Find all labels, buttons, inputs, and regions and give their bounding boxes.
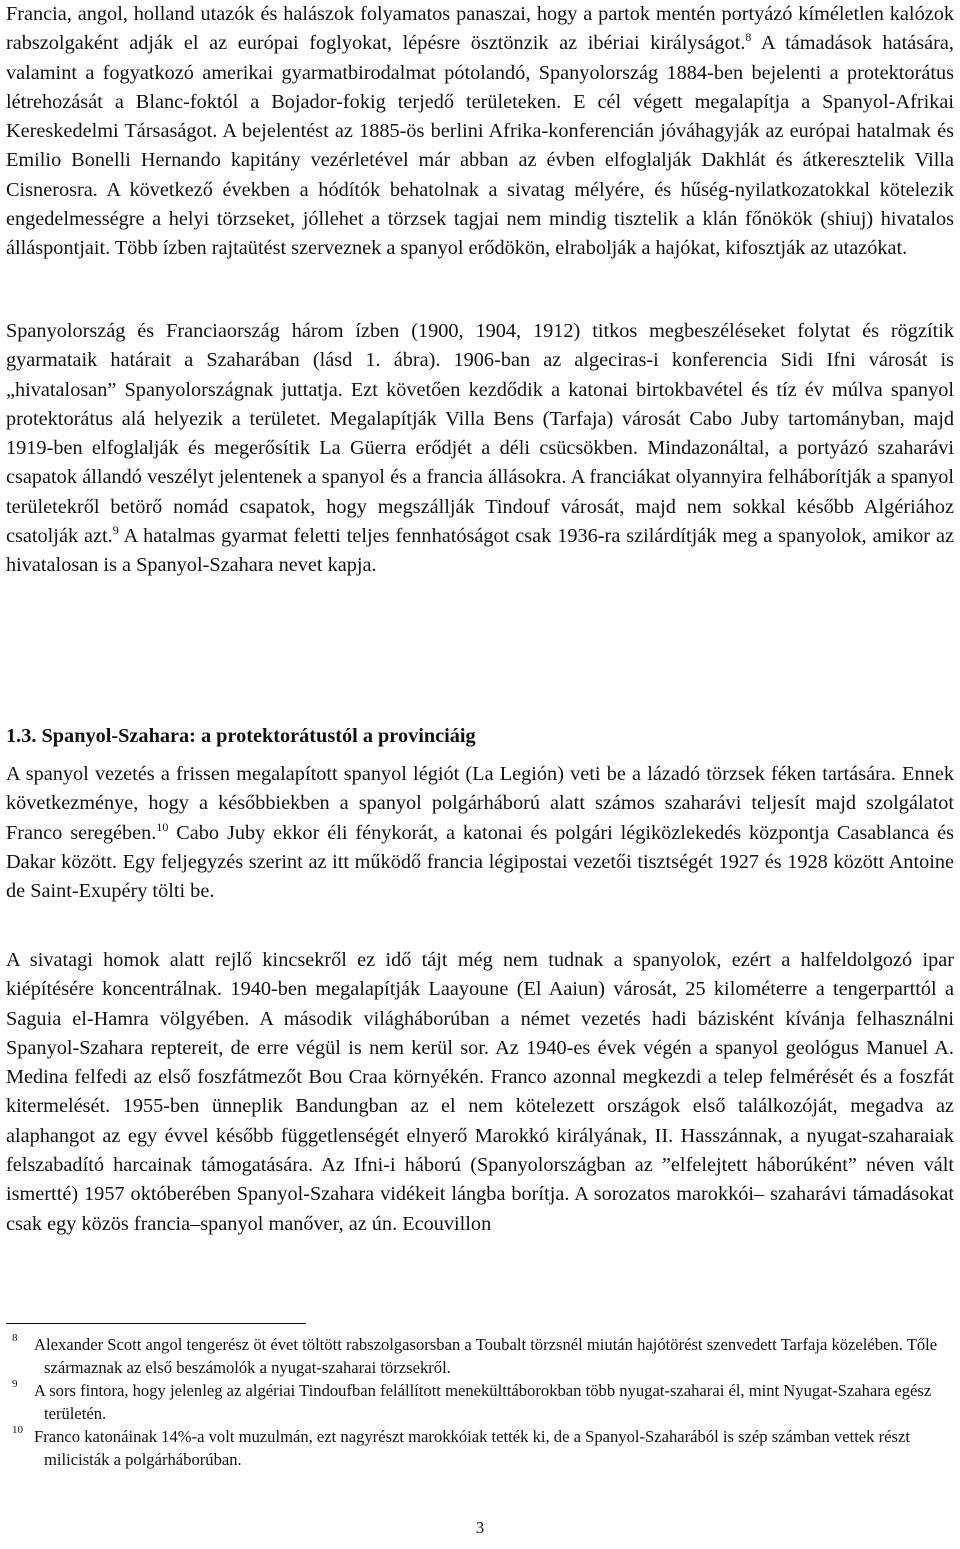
- footnote-8: [6, 1334, 954, 1379]
- footnote-text: A sors fintora, hogy jelenleg az algériai Tindoufban felállított menekülttáborokban több nyugat-szaharai él, mint Nyugat-Szahara egész területén.: [34, 1381, 932, 1423]
- footnote-text: Alexander Scott angol tengerész öt évet töltött rabszolgasorsban a Toubalt törzsnél miután hajótörést szenvedett Tarfaja közelében. Tőle származnak az első beszámolók a nyugat-szaharai törzsekről.: [34, 1335, 938, 1377]
- paragraph-borders: [6, 317, 954, 581]
- paragraph-colonization: [6, 0, 954, 264]
- footnote-ref-10[interactable]: 10: [156, 819, 169, 834]
- paragraph-text: Spanyolország és Franciaország három ízben (1900, 1904, 1912) titkos megbeszéléseket folytat és rögzítik gyarmataik határait a Szaharában (lásd 1. ábra). 1906-ban az algeciras-i konferencia Sidi Ifni városát is „hivatalosan” Spanyolországnak juttatja. Ezt követően kezdődik a katonai birtokbavétel és tíz év múlva spanyol protektorátus alá helyezik a területet. Megalapítják Villa Bens (Tarfaja) városát Cabo Juby tartományban, majd 1919-ben elfoglalják és megerősítik La Güerra erődjét a déli csücsökben. Mindazonáltal, a portyázó szaharávi csapatok állandó veszélyt jelentenek a spanyol és a francia állásokra. A franciákat olyannyira felháborítják a spanyol területekről betörő nomád csapatok, hogy megszállják Tindouf városát, majd nem sokkal később Algériához csatolják azt.: [6, 320, 954, 548]
- paragraph-resources: A sivatagi homok alatt rejlő kincsekről ez idő tájt még nem tudnak a spanyolok, ezért a halfeldolgozó ipar kiépítésére koncentrálnak. 1940-ben megalapítják Laayoune (El Aaiun) városát, 25 kilométerre a tengerparttól a Saguia el-Hamra völgyében. A második világháborúban a német vezetés hadi bázisként kívánja felhasználni Spanyol-Szahara reptereit, de erre végül is nem kerül sor. Az 1940-es évek végén a spanyol geológus Manuel A. Medina felfedi az első foszfátmezőt Bou Craa környékén. Franco azonnal megkezdi a telep felmérését és a foszfát kitermelését. 1955-ben ünneplik Bandungban az el nem kötelezett országok első találkozóját, megadva az alaphangot az egy évvel később függetlenségét elnyerő Marokkó királyának, II. Hasszánnak, a nyugat-szaharaiak felszabadító harcainak támogatására. Az Ifni-i háború (Spanyolországban az ”elfelejtett háborúként” néven vált ismertté) 1957 októberében Spanyol-Szahara vidékeit lángba borítja. A sorozatos marokkói– szaharávi támadásokat csak egy közös francia–spanyol manőver, az ún. Ecouvillon: [6, 949, 954, 1235]
- footnote-ref-9[interactable]: 9: [112, 523, 119, 538]
- footnotes: [6, 1334, 954, 1472]
- paragraph-legion: [6, 760, 954, 906]
- footnote-number: 9: [12, 1378, 18, 1390]
- page-number: 3: [475, 1518, 485, 1537]
- footnote-9: [6, 1380, 954, 1425]
- paragraph-text: A támadások hatására, valamint a fogyatkozó amerikai gyarmatbirodalmat pótolandó, Spanyolország 1884-ben bejelenti a protektorátus létrehozását a Blanc-foktól a Bojador-fokig terjedő területeken. E cél végett megalapítja a Spanyol-Afrikai Kereskedelmi Társaságot. A bejelentést az 1885-ös berlini Afrika-konferencián jóváhagyják az európai hatalmak és Emilio Bonelli Hernando kapitány vezérletével már abban az évben elfoglalják Dakhlát és átkeresztelik Villa Cisnerosra. A következő években a hódítók behatolnak a sivatag mélyére, és hűség-nyilatkozatokkal kötelezik engedelmességre a helyi törzseket, jóllehet a törzsek tagjai nem mindig tisztelik a klán főnökök (shiuj) hivatalos álláspontjait. Több ízben rajtaütést szerveznek a spanyol erődökön, elrabolják a hajókat, kifosztják az utazókat.: [6, 32, 954, 260]
- paragraph-text: Francia, angol, holland utazók és halászok folyamatos panaszai, hogy a partok mentén portyázó kíméletlen kalózok rabszolgaként adják el az európai foglyokat, lépésre ösztönzik az ibériai királyságot.: [6, 3, 954, 55]
- footnote-text: Franco katonáinak 14%-a volt muzulmán, ezt nagyrészt marokkóiak tették ki, de a Spanyol-Szaharából is szép számban vettek részt milicisták a polgárháborúban.: [34, 1427, 910, 1469]
- footnote-number: 8: [12, 1332, 18, 1344]
- footnote-separator: [6, 1323, 306, 1324]
- paragraph-text: A spanyol vezetés a frissen megalapított spanyol légiót (La Legión) veti be a lázadó törzsek féken tartására. Ennek következménye, hogy a későbbiekben a spanyol polgárháború alatt számos szaharávi teljesít majd szolgálatot Franco seregében.: [6, 763, 954, 844]
- footnote-10: [6, 1426, 954, 1471]
- section-heading: 1.3. Spanyol-Szahara: a protektorátustól a provinciáig: [6, 725, 476, 747]
- footnote-number: 10: [12, 1424, 23, 1436]
- footnote-ref-8[interactable]: 8: [745, 30, 752, 45]
- paragraph-text: A hatalmas gyarmat feletti teljes fennhatóságot csak 1936-ra szilárdítják meg a spanyolok, amikor az hivatalosan is a Spanyol-Szahara nevet kapja.: [6, 525, 954, 577]
- paragraph-text: Cabo Juby ekkor éli fénykorát, a katonai és polgári légiközlekedés központja Casablanca és Dakar között. Egy feljegyzés szerint az itt működő francia légipostai vezetői tisztségét 1927 és 1928 között Antoine de Saint-Exupéry tölti be.: [6, 821, 954, 903]
